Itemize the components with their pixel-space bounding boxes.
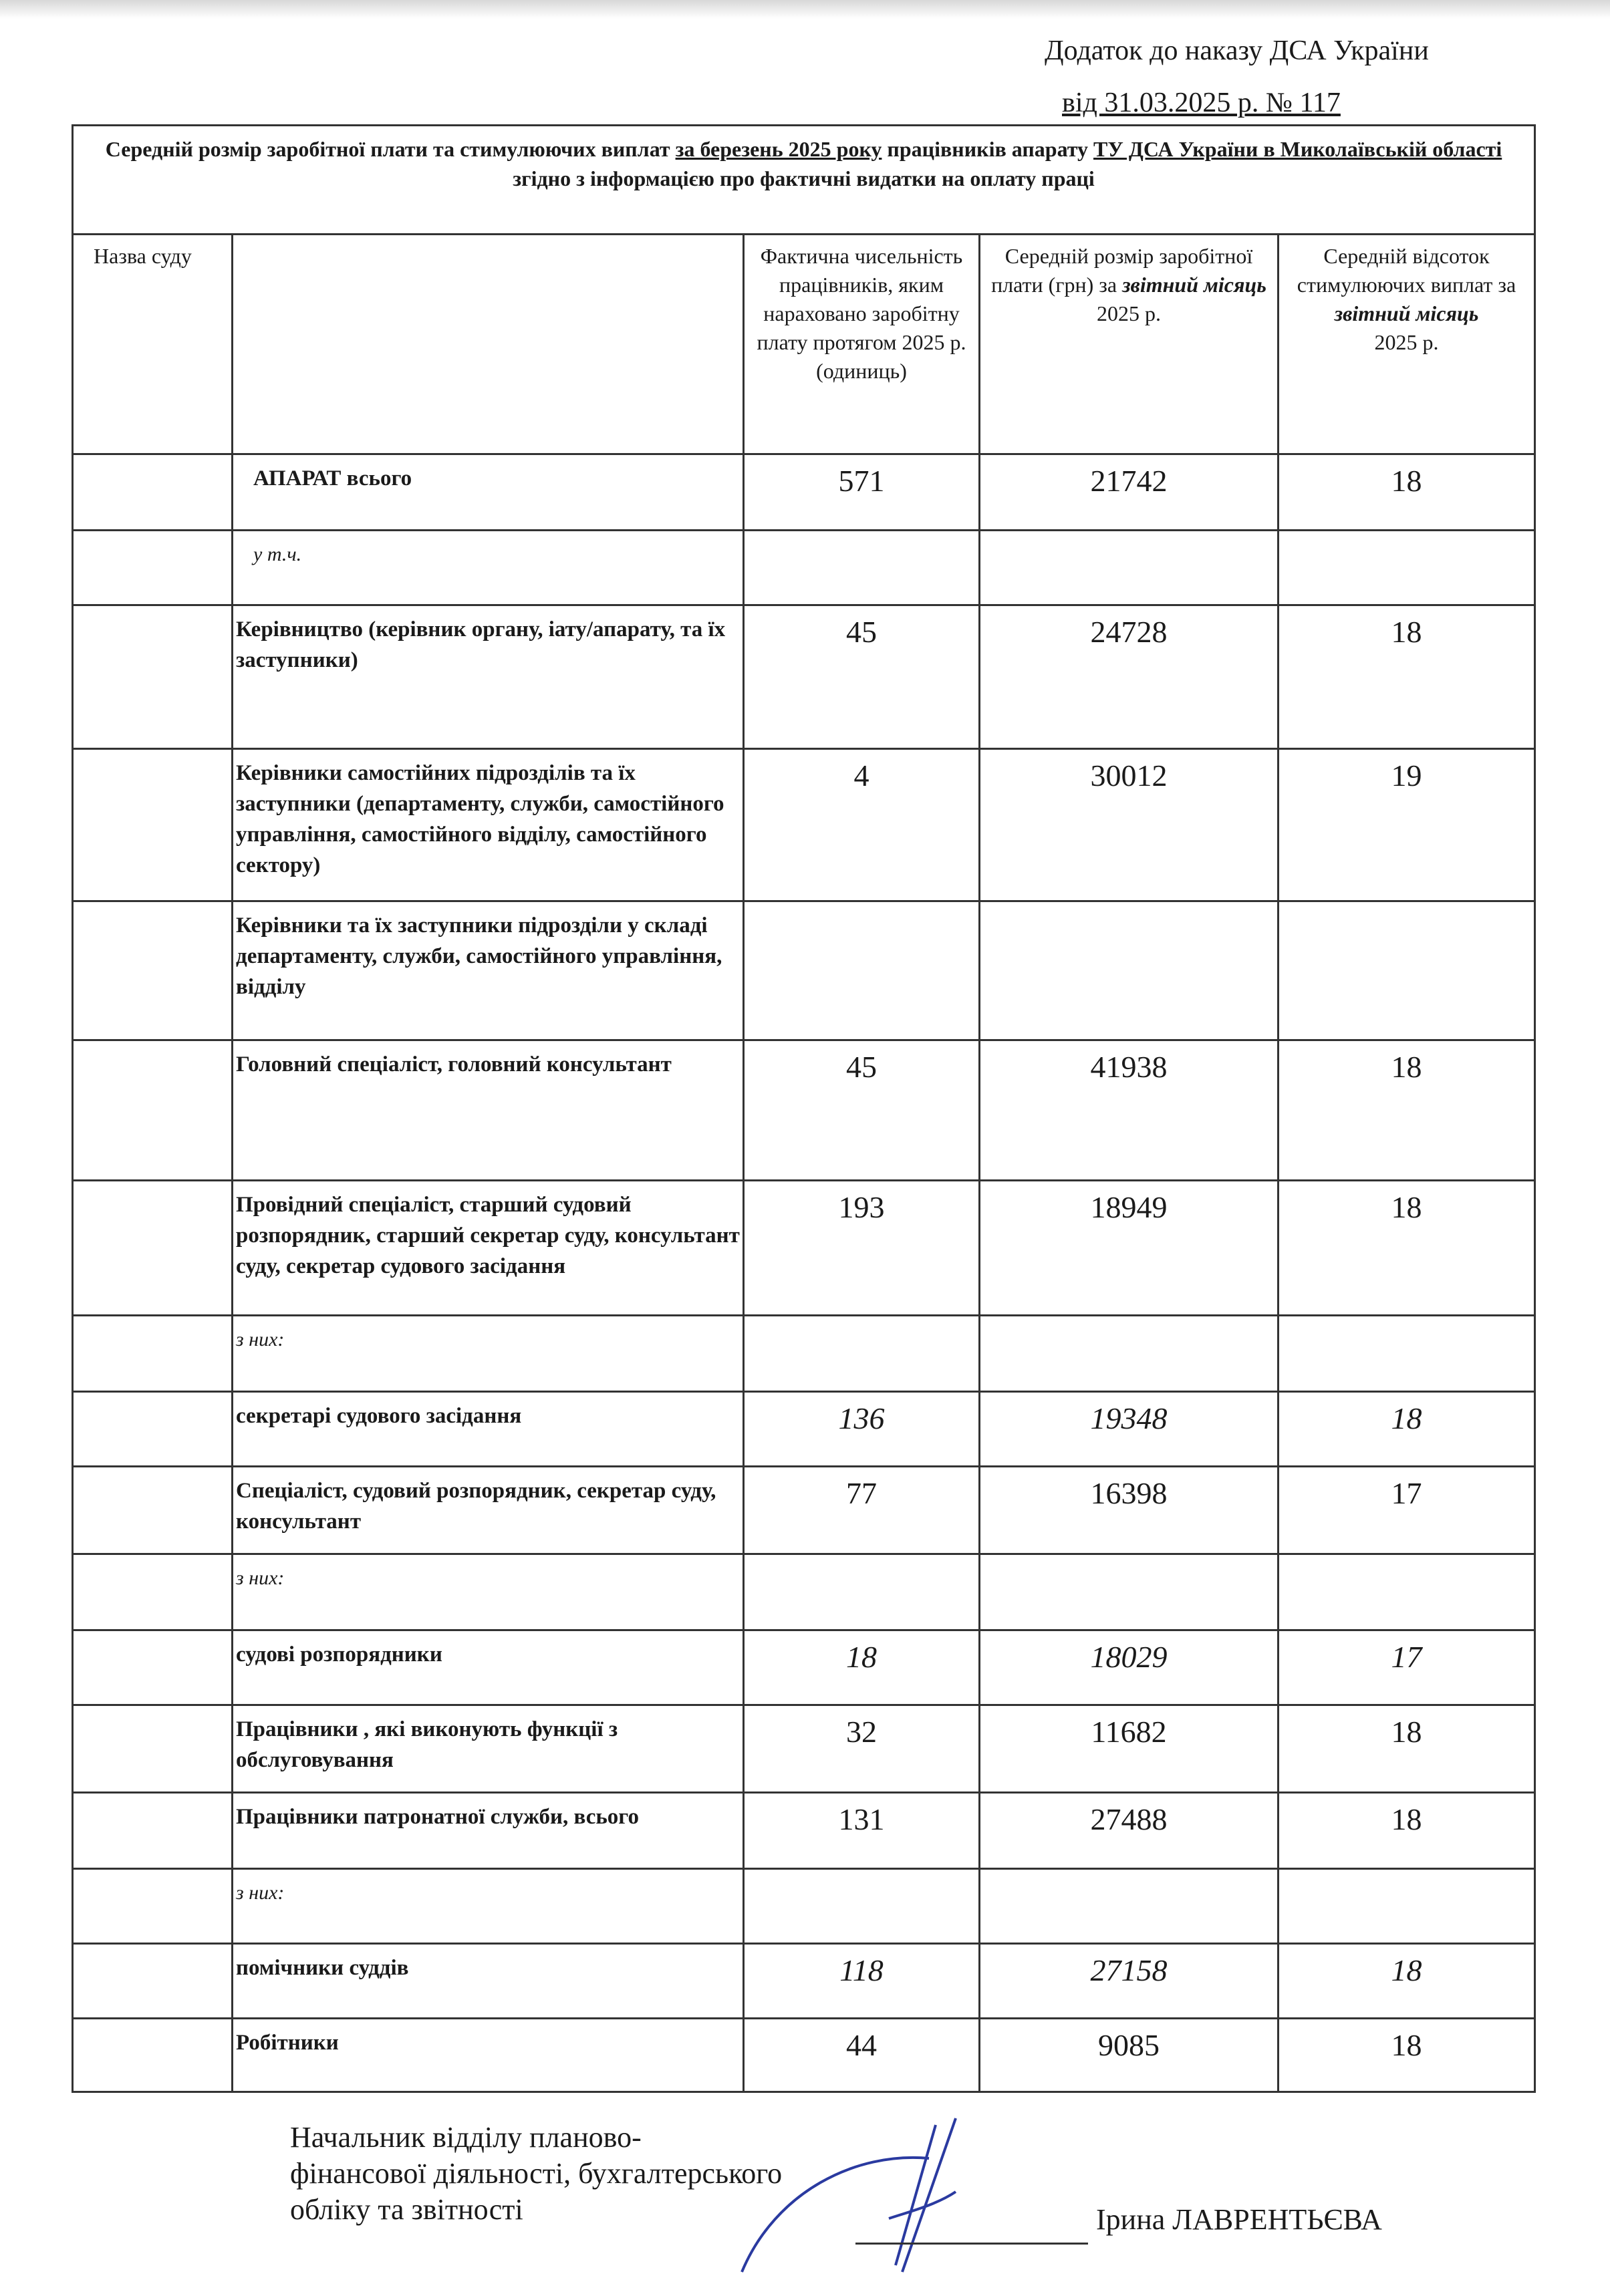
table-row [73,605,1535,749]
table-title: Середній розмір заробітної плати та стимулюючих виплат за березень 2025 року працівників апарату ТУ ДСА України в Миколаївській області згідно з інформацією про фактичні видатки на оплату праці [73,126,1535,235]
count-cell: 32 [744,1705,980,1793]
pct-cell: 18 [1279,1793,1535,1869]
count-cell: 18 [744,1630,980,1705]
court-cell [73,749,233,901]
salary-cell: 19348 [980,1392,1279,1467]
count-cell: 571 [744,454,980,531]
position-label: з них: [233,1869,744,1944]
position-label: з них: [233,1316,744,1392]
pct-cell [1279,1316,1535,1392]
count-cell: 136 [744,1392,980,1467]
count-cell: 45 [744,605,980,749]
pct-cell: 17 [1279,1630,1535,1705]
position-label: помічники суддів [233,1944,744,2019]
court-cell [73,1793,233,1869]
salary-cell: 18949 [980,1181,1279,1316]
table-row [73,749,1535,901]
annex-note: Додаток до наказу ДСА України [1045,35,1429,66]
table-row [73,1040,1535,1181]
position-label: АПАРАТ всього [233,454,744,531]
pct-cell: 18 [1279,454,1535,531]
position-label: Керівники самостійних підрозділів та їх заступники (департаменту, служби, самостійного управління, самостійного відділу, самостійного сектору) [233,749,744,901]
count-cell [744,1316,980,1392]
court-cell [73,1554,233,1630]
table-row [73,1392,1535,1467]
salary-cell [980,1554,1279,1630]
salary-cell: 11682 [980,1705,1279,1793]
pct-cell [1279,531,1535,605]
count-cell: 193 [744,1181,980,1316]
scan-edge-shadow [0,0,1610,19]
count-cell [744,1554,980,1630]
pct-cell: 18 [1279,2019,1535,2092]
header-count: Фактична чисельність працівників, яким нараховано заробітну плату протягом 2025 р.(одиниць) [744,235,980,454]
position-label: у т.ч. [233,531,744,605]
salary-cell: 30012 [980,749,1279,901]
signatory-name: Ірина ЛАВРЕНТЬЄВА [1096,2203,1382,2236]
pct-cell: 18 [1279,1705,1535,1793]
pct-cell: 18 [1279,605,1535,749]
table-row [73,2019,1535,2092]
court-cell [73,2019,233,2092]
table-row [73,1181,1535,1316]
salary-cell: 18029 [980,1630,1279,1705]
position-label: Провідний спеціаліст, старший судовий розпорядник, старший секретар суду, консультант суду, секретар судового засідання [233,1181,744,1316]
table-row [73,454,1535,531]
salary-cell [980,531,1279,605]
handwritten-signature [735,2112,1016,2285]
court-cell [73,901,233,1040]
table-row [73,1467,1535,1554]
count-cell [744,901,980,1040]
position-label: Керівники та їх заступники підрозділи у складі департаменту, служби, самостійного управління, відділу [233,901,744,1040]
count-cell: 118 [744,1944,980,2019]
position-label: Керівництво (керівник органу, іату/апарату, та їх заступники) [233,605,744,749]
count-cell: 45 [744,1040,980,1181]
table-row [73,901,1535,1040]
table-row [73,1630,1535,1705]
pct-cell [1279,1554,1535,1630]
pct-cell: 17 [1279,1467,1535,1554]
signatory-position: Начальник відділу планово- фінансової діяльності, бухгалтерського обліку та звітності [290,2121,783,2226]
count-cell [744,531,980,605]
position-label: судові розпорядники [233,1630,744,1705]
count-cell: 44 [744,2019,980,2092]
salary-cell: 27158 [980,1944,1279,2019]
salary-cell [980,1316,1279,1392]
count-cell [744,1869,980,1944]
court-cell [73,1630,233,1705]
table-row [73,1316,1535,1392]
court-cell [73,1467,233,1554]
count-cell: 77 [744,1467,980,1554]
order-reference: від 31.03.2025 р. № 117 [1062,88,1341,118]
column-headers [73,235,1535,454]
court-cell [73,1392,233,1467]
signature-line [855,2243,1088,2245]
court-cell [73,605,233,749]
pct-cell [1279,901,1535,1040]
count-cell: 131 [744,1793,980,1869]
court-cell [73,454,233,531]
court-cell [73,1869,233,1944]
table-row [73,1944,1535,2019]
table-row [73,1705,1535,1793]
salary-cell: 27488 [980,1793,1279,1869]
table-row [73,1793,1535,1869]
pct-cell: 18 [1279,1040,1535,1181]
pct-cell [1279,1869,1535,1944]
pct-cell: 18 [1279,1392,1535,1467]
salary-table [72,124,1536,2093]
position-label: Робітники [233,2019,744,2092]
header-position [233,235,744,454]
court-cell [73,1040,233,1181]
position-label: Працівники , які виконують функції з обслуговування [233,1705,744,1793]
salary-cell [980,901,1279,1040]
table-row [73,1869,1535,1944]
position-label: з них: [233,1554,744,1630]
table-row [73,1554,1535,1630]
court-cell [73,1181,233,1316]
court-cell [73,1705,233,1793]
salary-cell: 21742 [980,454,1279,531]
position-label: Працівники патронатної служби, всього [233,1793,744,1869]
pct-cell: 19 [1279,749,1535,901]
header-salary: Середній розмір заробітної плати (грн) за звітний місяць 2025 р. [980,235,1279,454]
salary-cell: 16398 [980,1467,1279,1554]
salary-cell: 9085 [980,2019,1279,2092]
pct-cell: 18 [1279,1181,1535,1316]
count-cell: 4 [744,749,980,901]
position-label: Головний спеціаліст, головний консультант [233,1040,744,1181]
salary-cell [980,1869,1279,1944]
salary-cell: 41938 [980,1040,1279,1181]
court-cell [73,531,233,605]
salary-cell: 24728 [980,605,1279,749]
court-cell [73,1316,233,1392]
position-label: Спеціаліст, судовий розпорядник, секретар суду, консультант [233,1467,744,1554]
position-label: секретарі судового засідання [233,1392,744,1467]
pct-cell: 18 [1279,1944,1535,2019]
header-percent: Середній відсоток стимулюючих виплат за звітний місяць 2025 р. [1279,235,1535,454]
table-row [73,531,1535,605]
court-cell [73,1944,233,2019]
header-court: Назва суду [73,235,233,454]
